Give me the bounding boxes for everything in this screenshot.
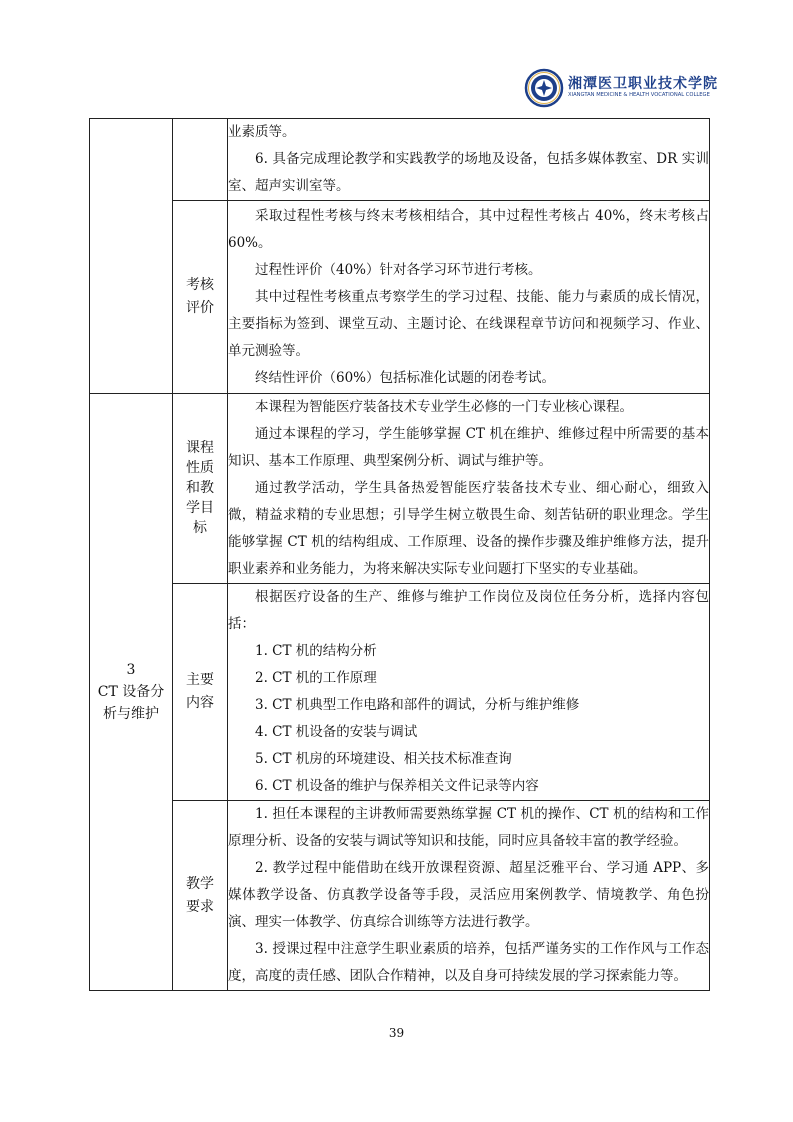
content-item: 1. CT 机的结构分析 [255, 643, 377, 659]
goals-row [90, 394, 710, 584]
content-label: 主要内容 [186, 672, 214, 711]
assessment-paragraph: 过程性评价（40%）针对各学习环节进行考核。 [255, 261, 542, 278]
goals-paragraph: 通过教学活动，学生具备热爱智能医疗装备技术专业、细心耐心，细致入微，精益求精的专业思想；引导学生树立敬畏生命、刻苦钻研的职业理念。学生能够掌握 CT 机的结构组成、工作原理、设备的操作步骤及维护维修方法，提升职业素养和业务能力，为将来解决实际专业问题打下坚实的专业基础。 [228, 480, 709, 577]
goals-content-cell [228, 394, 710, 584]
course3-number: 3 [126, 662, 136, 678]
content-content-cell [228, 584, 710, 801]
requirements-row [90, 801, 710, 991]
course3-name-cell [90, 394, 173, 991]
requirements-paragraph: 3. 授课过程中注意学生职业素质的培养，包括严谨务实的工作作风与工作态度，高度的责任感、团队合作精神，以及自身可持续发展的学习探索能力等。 [228, 941, 709, 984]
college-name-en: XIANGTAN MEDICINE & HEALTH VOCATIONAL COLLEGE [568, 92, 710, 98]
content-label-cell [173, 584, 228, 801]
course-name-cell [90, 119, 173, 394]
conditions-paragraph: 业素质等。 [228, 124, 296, 140]
goals-paragraph: 本课程为智能医疗装备技术专业学生必修的一门专业核心课程。 [255, 399, 633, 415]
college-emblem-icon [524, 68, 564, 108]
conditions-label-cell [173, 119, 228, 201]
college-logo [524, 68, 718, 108]
assessment-paragraph: 终结性评价（60%）包括标准化试题的闭卷考试。 [255, 369, 556, 386]
requirements-content-cell [228, 801, 710, 991]
conditions-content-cell [228, 119, 710, 201]
content-item: 5. CT 机房的环境建设、相关技术标准查询 [255, 751, 512, 767]
goals-paragraph: 通过本课程的学习，学生能够掌握 CT 机在维护、维修过程中所需要的基本知识、基本工作原理、典型案例分析、调试与维护等。 [228, 426, 709, 469]
requirements-paragraph: 2. 教学过程中能借助在线开放课程资源、超星泛雅平台、学习通 APP、多媒体教学设备、仿真教学设备等手段，灵活应用案例教学、情境教学、角色扮演、理实一体教学、仿真综合训练等方法进行教学。 [228, 860, 709, 930]
requirements-label: 教学要求 [186, 875, 214, 915]
content-item: 6. CT 机设备的维护与保养相关文件记录等内容 [255, 778, 539, 794]
assessment-paragraph: 采取过程性考核与终末考核相结合，其中过程性考核占 40%，终末考核占 60%。 [228, 207, 709, 251]
content-item: 3. CT 机典型工作电路和部件的调试，分析与维护维修 [255, 697, 580, 713]
assessment-row [90, 201, 710, 394]
assessment-label-cell [173, 201, 228, 394]
content-item: 2. CT 机的工作原理 [255, 670, 377, 686]
requirements-paragraph: 1. 担任本课程的主讲教师需要熟练掌握 CT 机的操作、CT 机的结构和工作原理分析、设备的安装与调试等知识和技能，同时应具备较丰富的教学经验。 [228, 806, 709, 849]
goals-label: 课程性质和教学目标 [186, 439, 214, 536]
conditions-paragraph: 6. 具备完成理论教学和实践教学的场地及设备，包括多媒体教室、DR 实训室、超声实训室等。 [228, 151, 709, 194]
course3-name: CT 设备分析与维护 [97, 684, 165, 722]
assessment-label: 考核评价 [186, 277, 214, 316]
content-item: 4. CT 机设备的安装与调试 [255, 724, 418, 740]
assessment-content-cell [228, 201, 710, 394]
curriculum-table [89, 118, 710, 991]
assessment-paragraph: 其中过程性考核重点考察学生的学习过程、技能、能力与素质的成长情况，主要指标为签到、课堂互动、主题讨论、在线课程章节访问和视频学习、作业、单元测验等。 [228, 288, 709, 359]
goals-label-cell [173, 394, 228, 584]
college-name-cn: 湘潭医卫职业技术学院 [568, 76, 718, 92]
content-row [90, 584, 710, 801]
conditions-row [90, 119, 710, 201]
content-intro: 根据医疗设备的生产、维修与维护工作岗位及岗位任务分析，选择内容包括： [228, 589, 709, 632]
page-number: 39 [388, 1026, 405, 1040]
requirements-label-cell [173, 801, 228, 991]
